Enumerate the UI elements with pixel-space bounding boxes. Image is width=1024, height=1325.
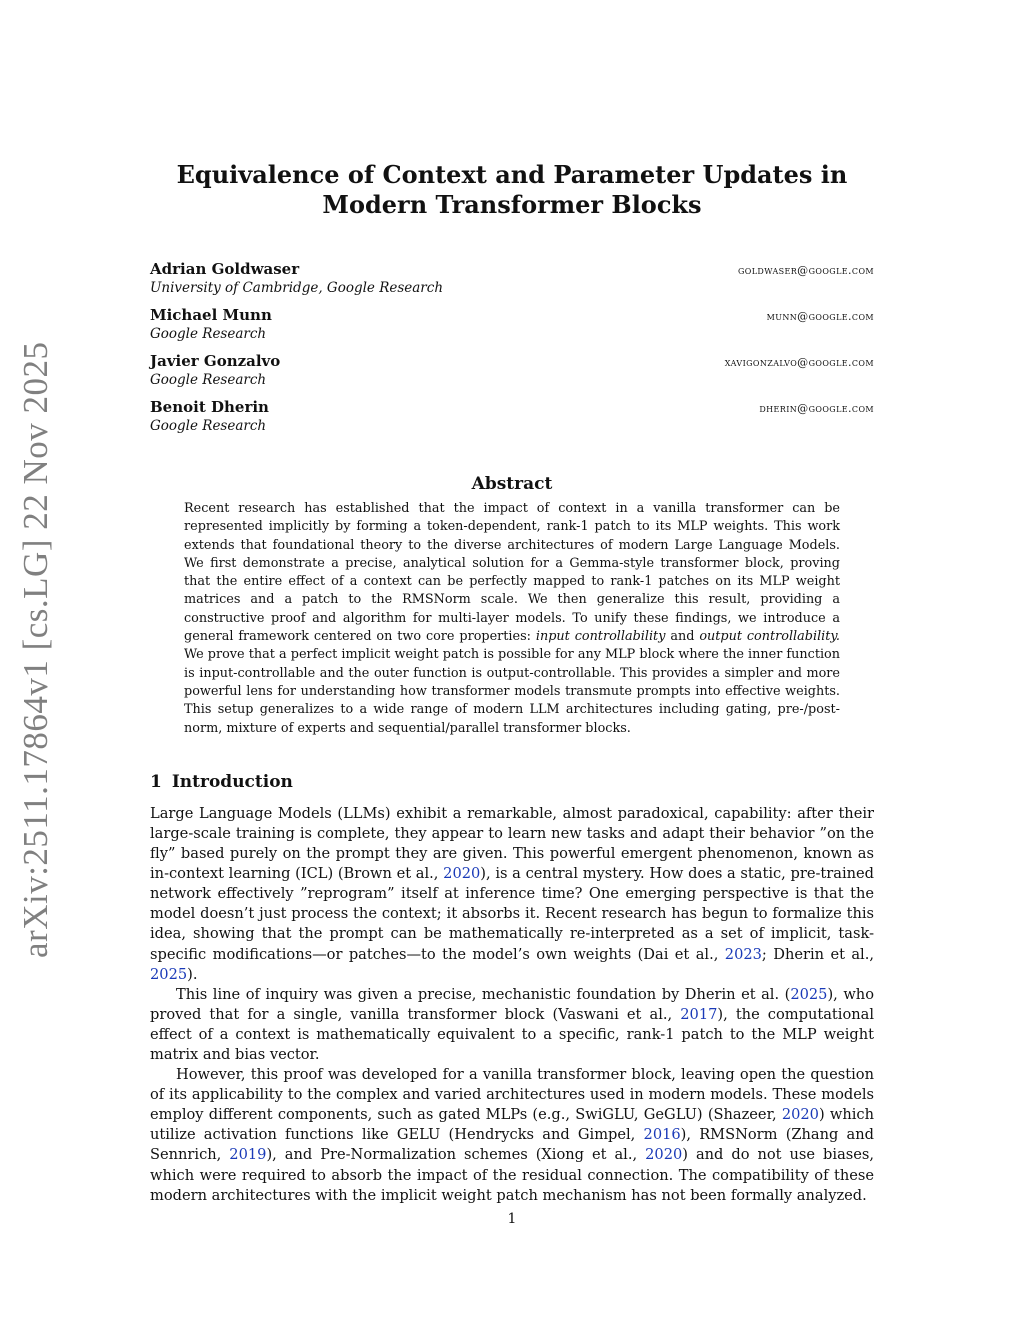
author-name: Adrian Goldwaser — [150, 260, 300, 278]
citation-link[interactable]: 2016 — [643, 1126, 681, 1144]
author-email[interactable]: goldwaser@google.com — [737, 264, 874, 277]
abstract-body — [184, 500, 840, 738]
paragraph-text: ), who proved that for a single, vanilla transformer block (Vaswani et al., — [150, 985, 874, 1023]
paper-page — [150, 160, 874, 1206]
paragraph-text: ; Dherin et al., — [761, 945, 875, 963]
paragraph-text: ), is a central mystery. How does a static, pre-trained network effectively ”reprogram” itself at inference time? One emerging perspective is that the model doesn’t just process the context; it absorbs it. Recent research has begun to formalize this idea, showing that the prompt can be mathematically re-interpreted as a set of implicit, task-specific modifications—or patches—to the model’s own weights (Dai et al., — [150, 865, 874, 963]
paragraph-text: Large Language Models (LLMs) exhibit a remarkable, almost paradoxical, capability: after their large-scale training is complete, they appear to learn new tasks and adapt their behavior ”on the fly” based purely on the prompt they are given. This powerful emergent phenomenon, known as in-context learning (ICL) (Brown et al., — [150, 804, 874, 883]
page-number: 1 — [507, 1211, 517, 1227]
author-block — [150, 352, 874, 390]
citation-link[interactable]: 2020 — [645, 1146, 683, 1164]
author-block — [150, 306, 874, 344]
author-affiliation: University of Cambridge, Google Research — [150, 280, 444, 296]
body-paragraph — [150, 804, 874, 985]
author-email[interactable]: dherin@google.com — [759, 402, 874, 415]
paragraph-text: ), RMSNorm (Zhang and Sennrich, — [150, 1126, 874, 1164]
author-block — [150, 398, 874, 436]
abstract-text: We prove that a perfect implicit weight patch is possible for any MLP block where the inner function is input-controllable and the outer function is output-controllable. This provides a simpler and more powerful lens for understanding how transformer models transmute prompts into effective weights. This setup generalizes to a wide range of modern LLM architectures including gating, pre-/post-norm, mixture of experts and sequential/parallel transformer blocks. — [184, 647, 840, 736]
paragraph-text: ) which utilize activation functions like GELU (Hendrycks and Gimpel, — [150, 1106, 875, 1144]
citation-link[interactable]: 2020 — [781, 1106, 819, 1124]
citation-link[interactable]: 2025 — [790, 985, 828, 1003]
abstract-text: and — [670, 629, 695, 645]
author-affiliation: Google Research — [150, 418, 267, 434]
body-paragraph — [150, 985, 874, 1065]
author-name: Michael Munn — [150, 306, 272, 324]
author-email[interactable]: munn@google.com — [766, 310, 874, 323]
paragraph-text: This line of inquiry was given a precise, mechanistic foundation by Dherin et al. ( — [176, 985, 791, 1003]
paragraph-text: However, this proof was developed for a vanilla transformer block, leaving open the question of its applicability to the complex and varied architectures used in modern models. These models employ different components, such as gated MLPs (e.g., SwiGLU, GeGLU) (Shazeer, — [150, 1066, 874, 1124]
author-block — [150, 260, 874, 298]
arxiv-identifier-stamp: arXiv:2511.17864v1 [cs.LG] 22 Nov 2025 — [16, 341, 55, 958]
citation-link[interactable]: 2017 — [680, 1005, 718, 1023]
author-name: Javier Gonzalvo — [150, 352, 281, 370]
abstract-term: input controllability — [535, 629, 666, 645]
citation-link[interactable]: 2025 — [150, 965, 188, 983]
paragraph-text: ), the computational effect of a context is mathematically equivalent to a specific, rank-1 patch to the MLP weight matrix and bias vector. — [150, 1005, 874, 1063]
abstract-text: Recent research has established that the impact of context in a vanilla transformer can be represented implicitly by forming a token-dependent, rank-1 patch to its MLP weights. This work extends that foundational theory to the diverse architectures of modern Large Language Models. We first demonstrate a precise, analytical solution for a Gemma-style transformer block, proving that the entire effect of a context can be perfectly mapped to rank-1 patches on its MLP weight matrices and a patch to the RMSNorm scale. We then generalize this result, providing a constructive proof and algorithm for multi-layer models. To unify these findings, we introduce a general framework centered on two core properties: — [184, 501, 840, 645]
paragraph-text: ). — [187, 965, 198, 983]
section-number: 1 — [150, 771, 162, 792]
author-email[interactable]: xavigonzalvo@google.com — [724, 356, 874, 369]
author-affiliation: Google Research — [150, 372, 267, 388]
body-paragraph — [150, 1065, 874, 1206]
paragraph-text: ) and do not use biases, which were required to absorb the impact of the residual connection. The compatibility of these modern architectures with the implicit weight patch mechanism has not been formally analyzed. — [150, 1146, 875, 1204]
citation-link[interactable]: 2023 — [724, 945, 762, 963]
abstract-heading: Abstract — [471, 474, 553, 494]
section-title: Introduction — [171, 771, 293, 792]
author-name: Benoit Dherin — [150, 398, 269, 416]
paragraph-text: ), and Pre-Normalization schemes (Xiong et al., — [266, 1146, 638, 1164]
author-affiliation: Google Research — [150, 326, 267, 342]
citation-link[interactable]: 2019 — [229, 1146, 267, 1164]
abstract-term: output controllability. — [699, 629, 840, 645]
section-heading — [150, 772, 874, 792]
author-list — [150, 260, 874, 436]
paper-title: Equivalence of Context and Parameter Updates in Modern Transformer Blocks — [176, 160, 848, 219]
citation-link[interactable]: 2020 — [443, 865, 481, 883]
